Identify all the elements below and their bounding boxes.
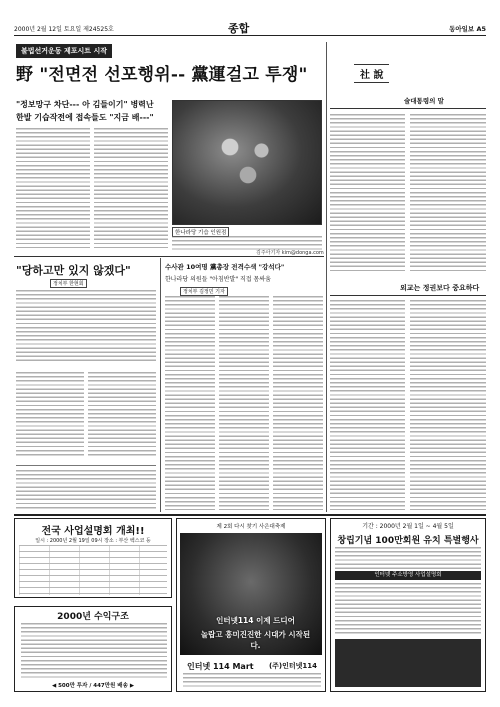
- ad-right-body-2: [335, 583, 481, 635]
- ad-internet114[interactable]: [176, 518, 326, 692]
- quote-body-col1: [16, 372, 84, 458]
- editorial-rule-2: [330, 295, 486, 296]
- ad-seminar[interactable]: [14, 518, 172, 598]
- section-title: 종합: [228, 22, 250, 35]
- mid-subhead: 한나라당 의원들 "아침반발" 직접 몸싸움: [165, 276, 271, 283]
- mid-body-col2: [219, 296, 269, 510]
- lead-subhead-1: "정보망구 차단--- 아 김들이기" 병력난: [16, 100, 154, 109]
- editorial2-body-col1: [330, 300, 405, 510]
- ad-revenue-body: [21, 623, 167, 679]
- editorial2-body-col2: [410, 300, 486, 510]
- lead-body-col2: [94, 128, 168, 248]
- mid-divider: [160, 258, 161, 512]
- masthead: [14, 22, 486, 36]
- lead-subhead-2: 한발 기습작전에 접속들도 "지금 배---": [16, 113, 154, 122]
- photo-caption-body: [172, 236, 322, 250]
- mid-body-col3: [273, 296, 323, 510]
- ad-right-image: [335, 639, 481, 687]
- editorial-rule: [330, 108, 486, 109]
- ads-rule: [14, 514, 486, 516]
- ad-membership[interactable]: [330, 518, 486, 692]
- lead-headline[interactable]: 野 "전면전 선포행위-- 黨運걸고 투쟁": [16, 65, 308, 85]
- paper-name: 동아일보 A5: [449, 25, 486, 33]
- ad-right-body: [335, 547, 481, 569]
- column-divider: [326, 42, 327, 512]
- issue-date: 2000년 2월 12일 토요일 제24525호: [14, 26, 114, 33]
- section-rule: [14, 256, 324, 257]
- ad-center-company: (주)인터넷114: [268, 662, 317, 670]
- ad-right-title: 창립기념 100만회원 유치 특별행사: [337, 536, 479, 546]
- ad-slogan-2: 놀랍고 흥미진진한 시대가 시작된다.: [200, 630, 311, 650]
- ad-center-fineprint: [183, 673, 321, 689]
- quote-footer-rule: [16, 465, 156, 466]
- ad-revenue-footer: ◀ 500만 투자 / 447만원 배송 ▶: [51, 683, 135, 689]
- ad-seminar-table: [19, 545, 167, 595]
- photo-credit: 김주아기자 kim@donga.com: [256, 250, 324, 256]
- editorial-body-col2: [410, 114, 486, 274]
- ad-center-logo: 인터넷 114 Mart: [187, 662, 254, 671]
- lead-body-col1: [16, 128, 90, 248]
- photo-caption: 한나라당 기습 인원점: [172, 227, 229, 237]
- ad-seminar-title: 전국 사업설명회 개최!!: [41, 526, 145, 537]
- editorial-title: 社 說: [354, 64, 389, 83]
- mid-body-col1: [165, 296, 215, 510]
- lead-photo[interactable]: [172, 100, 322, 225]
- editorial-subtitle-2[interactable]: 외교는 정권보다 중요하다: [400, 284, 480, 292]
- ad-revenue-title: 2000년 수익구조: [57, 612, 129, 622]
- ad-slogan-1: 인터넷114 이제 드디어: [216, 616, 295, 625]
- ad-seminar-sub: 일시 : 2000년 2월 19일 09시 장소 : 부산 벡스코 등: [35, 538, 151, 544]
- editorial-body-col1: [330, 114, 405, 274]
- quote-headline[interactable]: "당하고만 있지 않겠다": [16, 264, 131, 277]
- quote-body: [16, 290, 156, 364]
- quote-body-col3: [16, 470, 156, 510]
- ad-right-period: 기간 : 2000년 2월 1일 ~ 4월 5일: [362, 523, 454, 530]
- mid-byline: 정치부 김정민 기자: [180, 287, 228, 296]
- byline-left: 정치부 한현회: [50, 279, 87, 288]
- editorial-subtitle[interactable]: 술대통령의 말: [404, 97, 444, 105]
- mid-headline[interactable]: 수사관 10여명 黨총장 전격수색 "강석다": [165, 263, 285, 271]
- lead-kicker: 불법선거운동 제포시트 시작: [16, 44, 112, 58]
- ad-revenue[interactable]: [14, 606, 172, 692]
- ad-center-top: 제 2회 다시 찾기 사은대축제: [216, 524, 286, 530]
- ad-right-band: 인터넷 주소방영 사업설명회: [335, 571, 481, 580]
- quote-body-col2: [88, 372, 156, 458]
- ad-center-image: [180, 533, 322, 655]
